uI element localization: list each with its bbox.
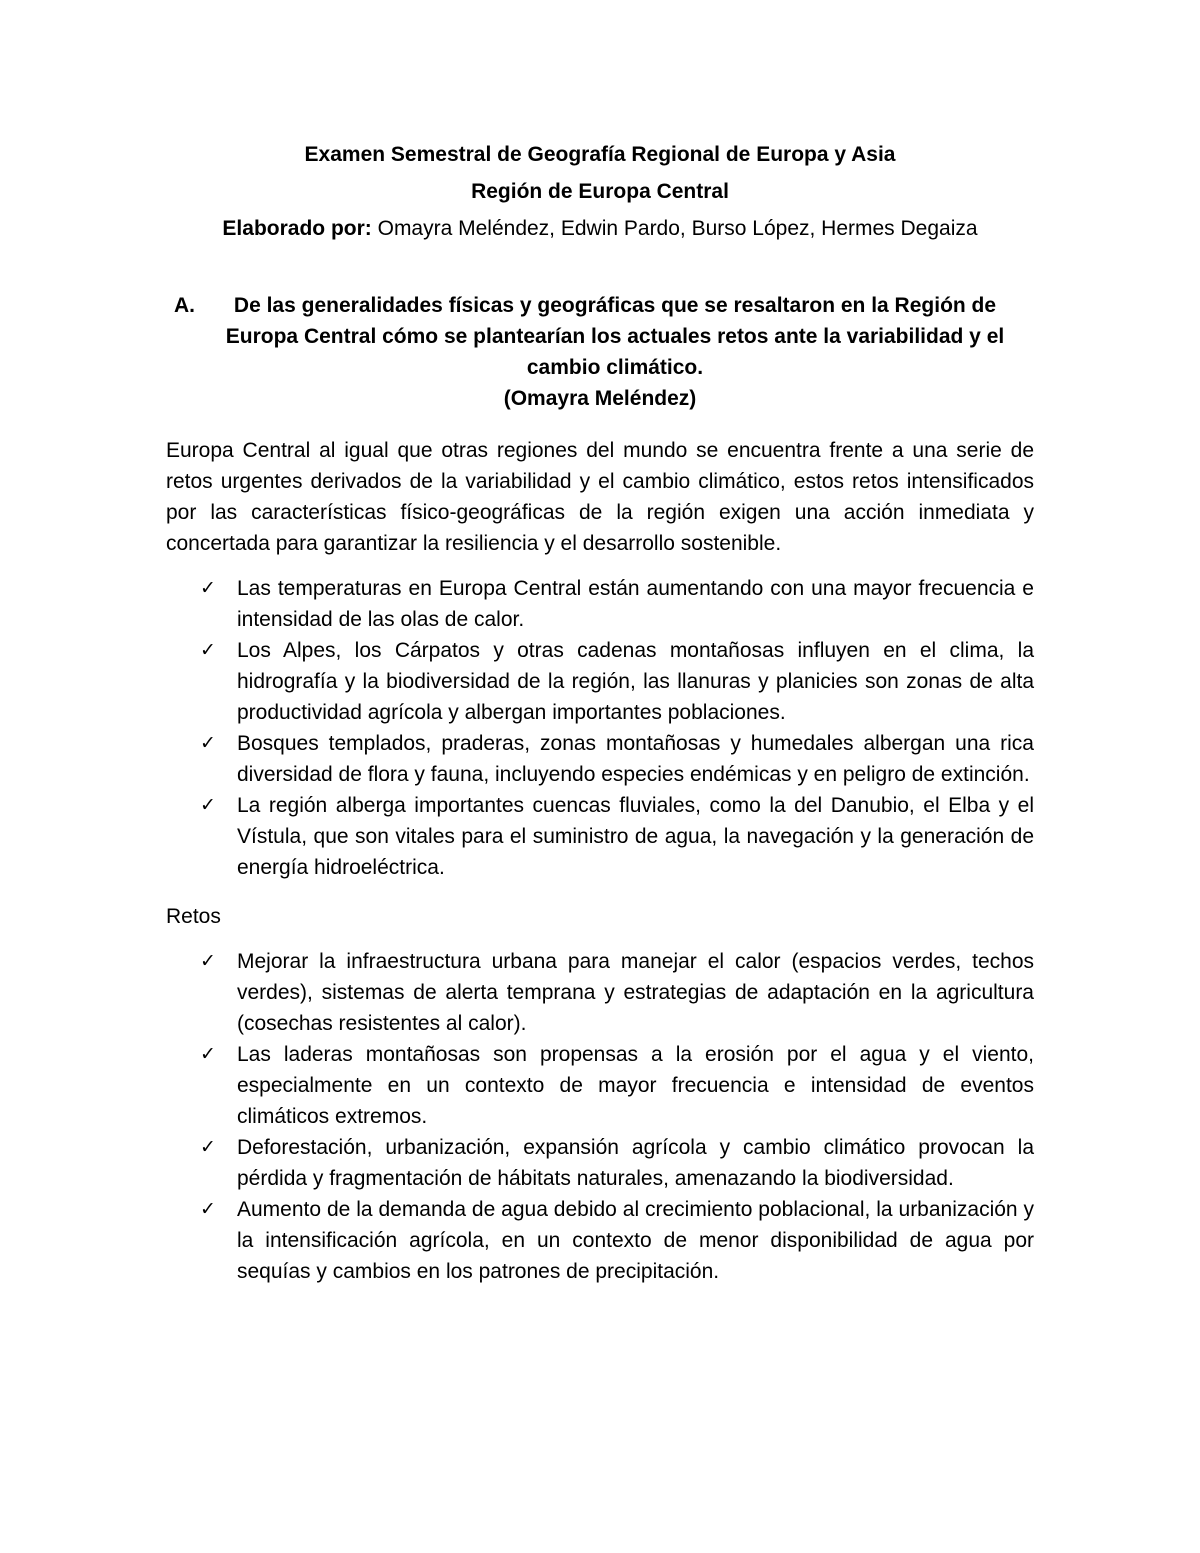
check-mark-icon: ✓: [200, 950, 216, 972]
list-item: [166, 1132, 1034, 1194]
check-mark-icon: ✓: [200, 1136, 216, 1158]
list-item-text: La región alberga importantes cuencas fluviales, como la del Danubio, el Elba y el Vístula, que son vitales para el suministro de agua, la navegación y la generación de energía hidroeléctrica.: [237, 794, 1034, 879]
list-item: [166, 1194, 1034, 1287]
document-subtitle: Región de Europa Central: [471, 180, 729, 203]
list-item: [166, 573, 1034, 635]
list-item-text: Los Alpes, los Cárpatos y otras cadenas montañosas influyen en el clima, la hidrografía y la biodiversidad de la región, las llanuras y planicies son zonas de alta productividad agrícola y albergan importantes poblaciones.: [237, 639, 1034, 724]
document-title: Examen Semestral de Geografía Regional de Europa y Asia: [304, 143, 896, 166]
authors-label: Elaborado por:: [222, 217, 372, 240]
characteristics-list: [166, 573, 1034, 883]
list-item-text: Bosques templados, praderas, zonas montañosas y humedales albergan una rica diversidad de flora y fauna, incluyendo especies endémicas y en peligro de extinción.: [237, 732, 1034, 786]
list-item-text: Las temperaturas en Europa Central están aumentando con una mayor frecuencia e intensidad de las olas de calor.: [237, 577, 1034, 631]
question-text: De las generalidades físicas y geográficas que se resaltaron en la Región de Europa Central cómo se plantearían los actuales retos ante la variabilidad y el cambio climático.: [225, 294, 1005, 379]
challenges-list: [166, 946, 1034, 1287]
intro-paragraph: Europa Central al igual que otras regiones del mundo se encuentra frente a una serie de retos urgentes derivados de la variabilidad y el cambio climático, estos retos intensificados por las características físico-geográficas de la región exigen una acción inmediata y concertada para garantizar la resiliencia y el desarrollo sostenible.: [166, 439, 1034, 555]
list-item: [166, 728, 1034, 790]
list-item: [166, 635, 1034, 728]
list-item-text: Deforestación, urbanización, expansión agrícola y cambio climático provocan la pérdida y fragmentación de hábitats naturales, amenazando la biodiversidad.: [237, 1136, 1034, 1190]
list-item: [166, 790, 1034, 883]
document-page: [166, 138, 1034, 1287]
question-number: A.: [174, 294, 195, 317]
list-item: [166, 946, 1034, 1039]
question-author: (Omayra Meléndez): [503, 387, 697, 410]
check-mark-icon: ✓: [200, 732, 216, 754]
check-mark-icon: ✓: [200, 1043, 216, 1065]
list-item-text: Aumento de la demanda de agua debido al crecimiento poblacional, la urbanización y la intensificación agrícola, en un contexto de menor disponibilidad de agua por sequías y cambios en los patrones de precipitación.: [237, 1198, 1034, 1283]
list-item-text: Las laderas montañosas son propensas a la erosión por el agua y el viento, especialmente en un contexto de mayor frecuencia e intensidad de eventos climáticos extremos.: [237, 1043, 1034, 1128]
check-mark-icon: ✓: [200, 794, 216, 816]
check-mark-icon: ✓: [200, 1198, 216, 1220]
list-item-text: Mejorar la infraestructura urbana para manejar el calor (espacios verdes, techos verdes), sistemas de alerta temprana y estrategias de adaptación en la agricultura (cosechas resistentes al calor).: [237, 950, 1034, 1035]
list-item: [166, 1039, 1034, 1132]
question-a: [166, 290, 1034, 414]
authors-names: Omayra Meléndez, Edwin Pardo, Burso López, Hermes Degaiza: [377, 217, 978, 240]
challenges-heading: Retos: [166, 905, 221, 928]
check-mark-icon: ✓: [200, 639, 216, 661]
authors-line: [166, 212, 1034, 245]
check-mark-icon: ✓: [200, 577, 216, 599]
